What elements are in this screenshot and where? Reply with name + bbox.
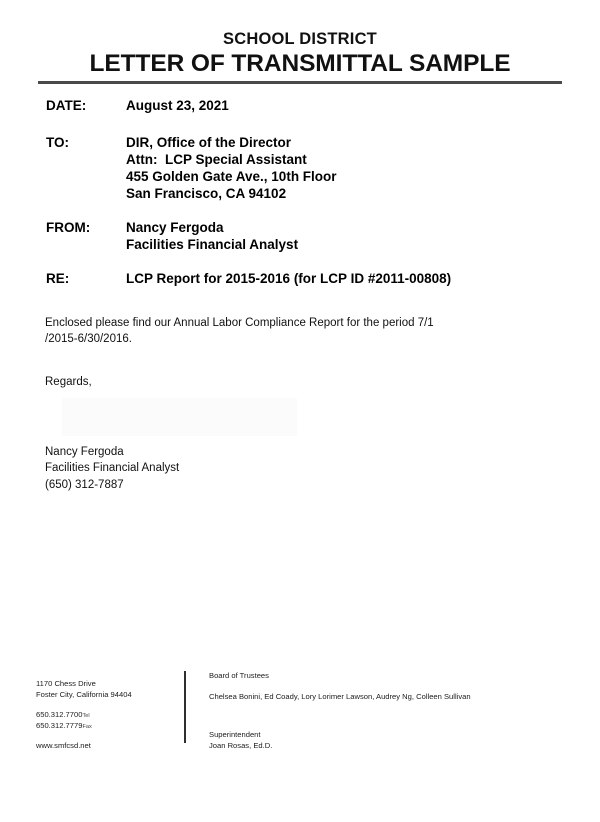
field-row-re	[46, 271, 556, 288]
field-value-from	[126, 220, 556, 254]
field-row-to	[46, 135, 556, 203]
signature-title: Facilities Financial Analyst	[45, 462, 180, 475]
field-value-line: Facilities Financial Analyst	[126, 237, 299, 253]
field-value-line: Attn: LCP Special Assistant	[126, 151, 307, 167]
field-value-line: Nancy Fergoda	[126, 220, 224, 236]
footer-fax-label: Fax	[82, 724, 92, 731]
document-header	[0, 30, 600, 78]
footer-board-group	[209, 670, 559, 703]
header-subtitle: SCHOOL DISTRICT	[223, 30, 377, 48]
field-value-line: August 23, 2021	[126, 98, 229, 113]
document-footer	[0, 664, 600, 774]
letter-fields	[46, 98, 556, 288]
footer-superintendent-group	[209, 729, 559, 752]
footer-website-link[interactable]: www.smfcsd.net	[36, 740, 91, 750]
signature-phone: (650) 312-7887	[45, 478, 124, 491]
footer-vertical-divider	[184, 671, 186, 743]
field-value-to	[126, 135, 556, 203]
field-label-re: RE:	[46, 271, 70, 287]
footer-tel-label: Tel	[82, 712, 90, 719]
footer-website-group	[36, 740, 181, 751]
field-value-line: DIR, Office of the Director	[126, 134, 292, 150]
footer-superintendent-name: Joan Rosas, Ed.D.	[209, 741, 273, 751]
footer-fax-number: 650.312.7779	[36, 721, 83, 731]
footer-fax	[36, 720, 181, 731]
signature-block	[45, 444, 345, 493]
letter-body	[45, 315, 460, 390]
footer-governance-column	[209, 670, 559, 752]
footer-contact-column	[36, 678, 181, 751]
field-row-date	[46, 98, 556, 115]
closing-salutation: Regards,	[45, 375, 92, 388]
footer-board-members: Chelsea Bonini, Ed Coady, Lory Lorimer Lawson, Audrey Ng, Colleen Sullivan	[209, 692, 471, 702]
field-value-line: 455 Golden Gate Ave., 10th Floor	[126, 168, 337, 184]
field-label-to: TO:	[46, 134, 69, 150]
footer-city-state-zip: Foster City, California 94404	[36, 690, 132, 700]
field-row-from	[46, 220, 556, 254]
footer-superintendent-heading: Superintendent	[209, 729, 261, 739]
footer-phone-numbers	[36, 709, 181, 732]
footer-tel-number: 650.312.7700	[36, 709, 83, 719]
field-value-line: LCP Report for 2015-2016 (for LCP ID #2011-00808)	[126, 271, 452, 287]
footer-board-heading: Board of Trustees	[209, 671, 269, 680]
signature-name: Nancy Fergoda	[45, 446, 124, 458]
field-label-from: FROM:	[46, 220, 91, 236]
field-value-re	[126, 271, 556, 288]
body-paragraph: Enclosed please find our Annual Labor Compliance Report for the period 7/1 /2015-6/30/2016.	[45, 317, 434, 346]
footer-tel	[36, 709, 181, 720]
field-label-date: DATE:	[46, 98, 87, 113]
header-divider	[38, 81, 562, 84]
footer-address	[36, 678, 181, 701]
signature-image-placeholder	[62, 398, 297, 436]
field-value-date	[126, 98, 556, 115]
footer-street: 1170 Chess Drive	[36, 679, 96, 688]
field-value-line: San Francisco, CA 94102	[126, 185, 287, 201]
page-title: LETTER OF TRANSMITTAL SAMPLE	[89, 50, 511, 78]
